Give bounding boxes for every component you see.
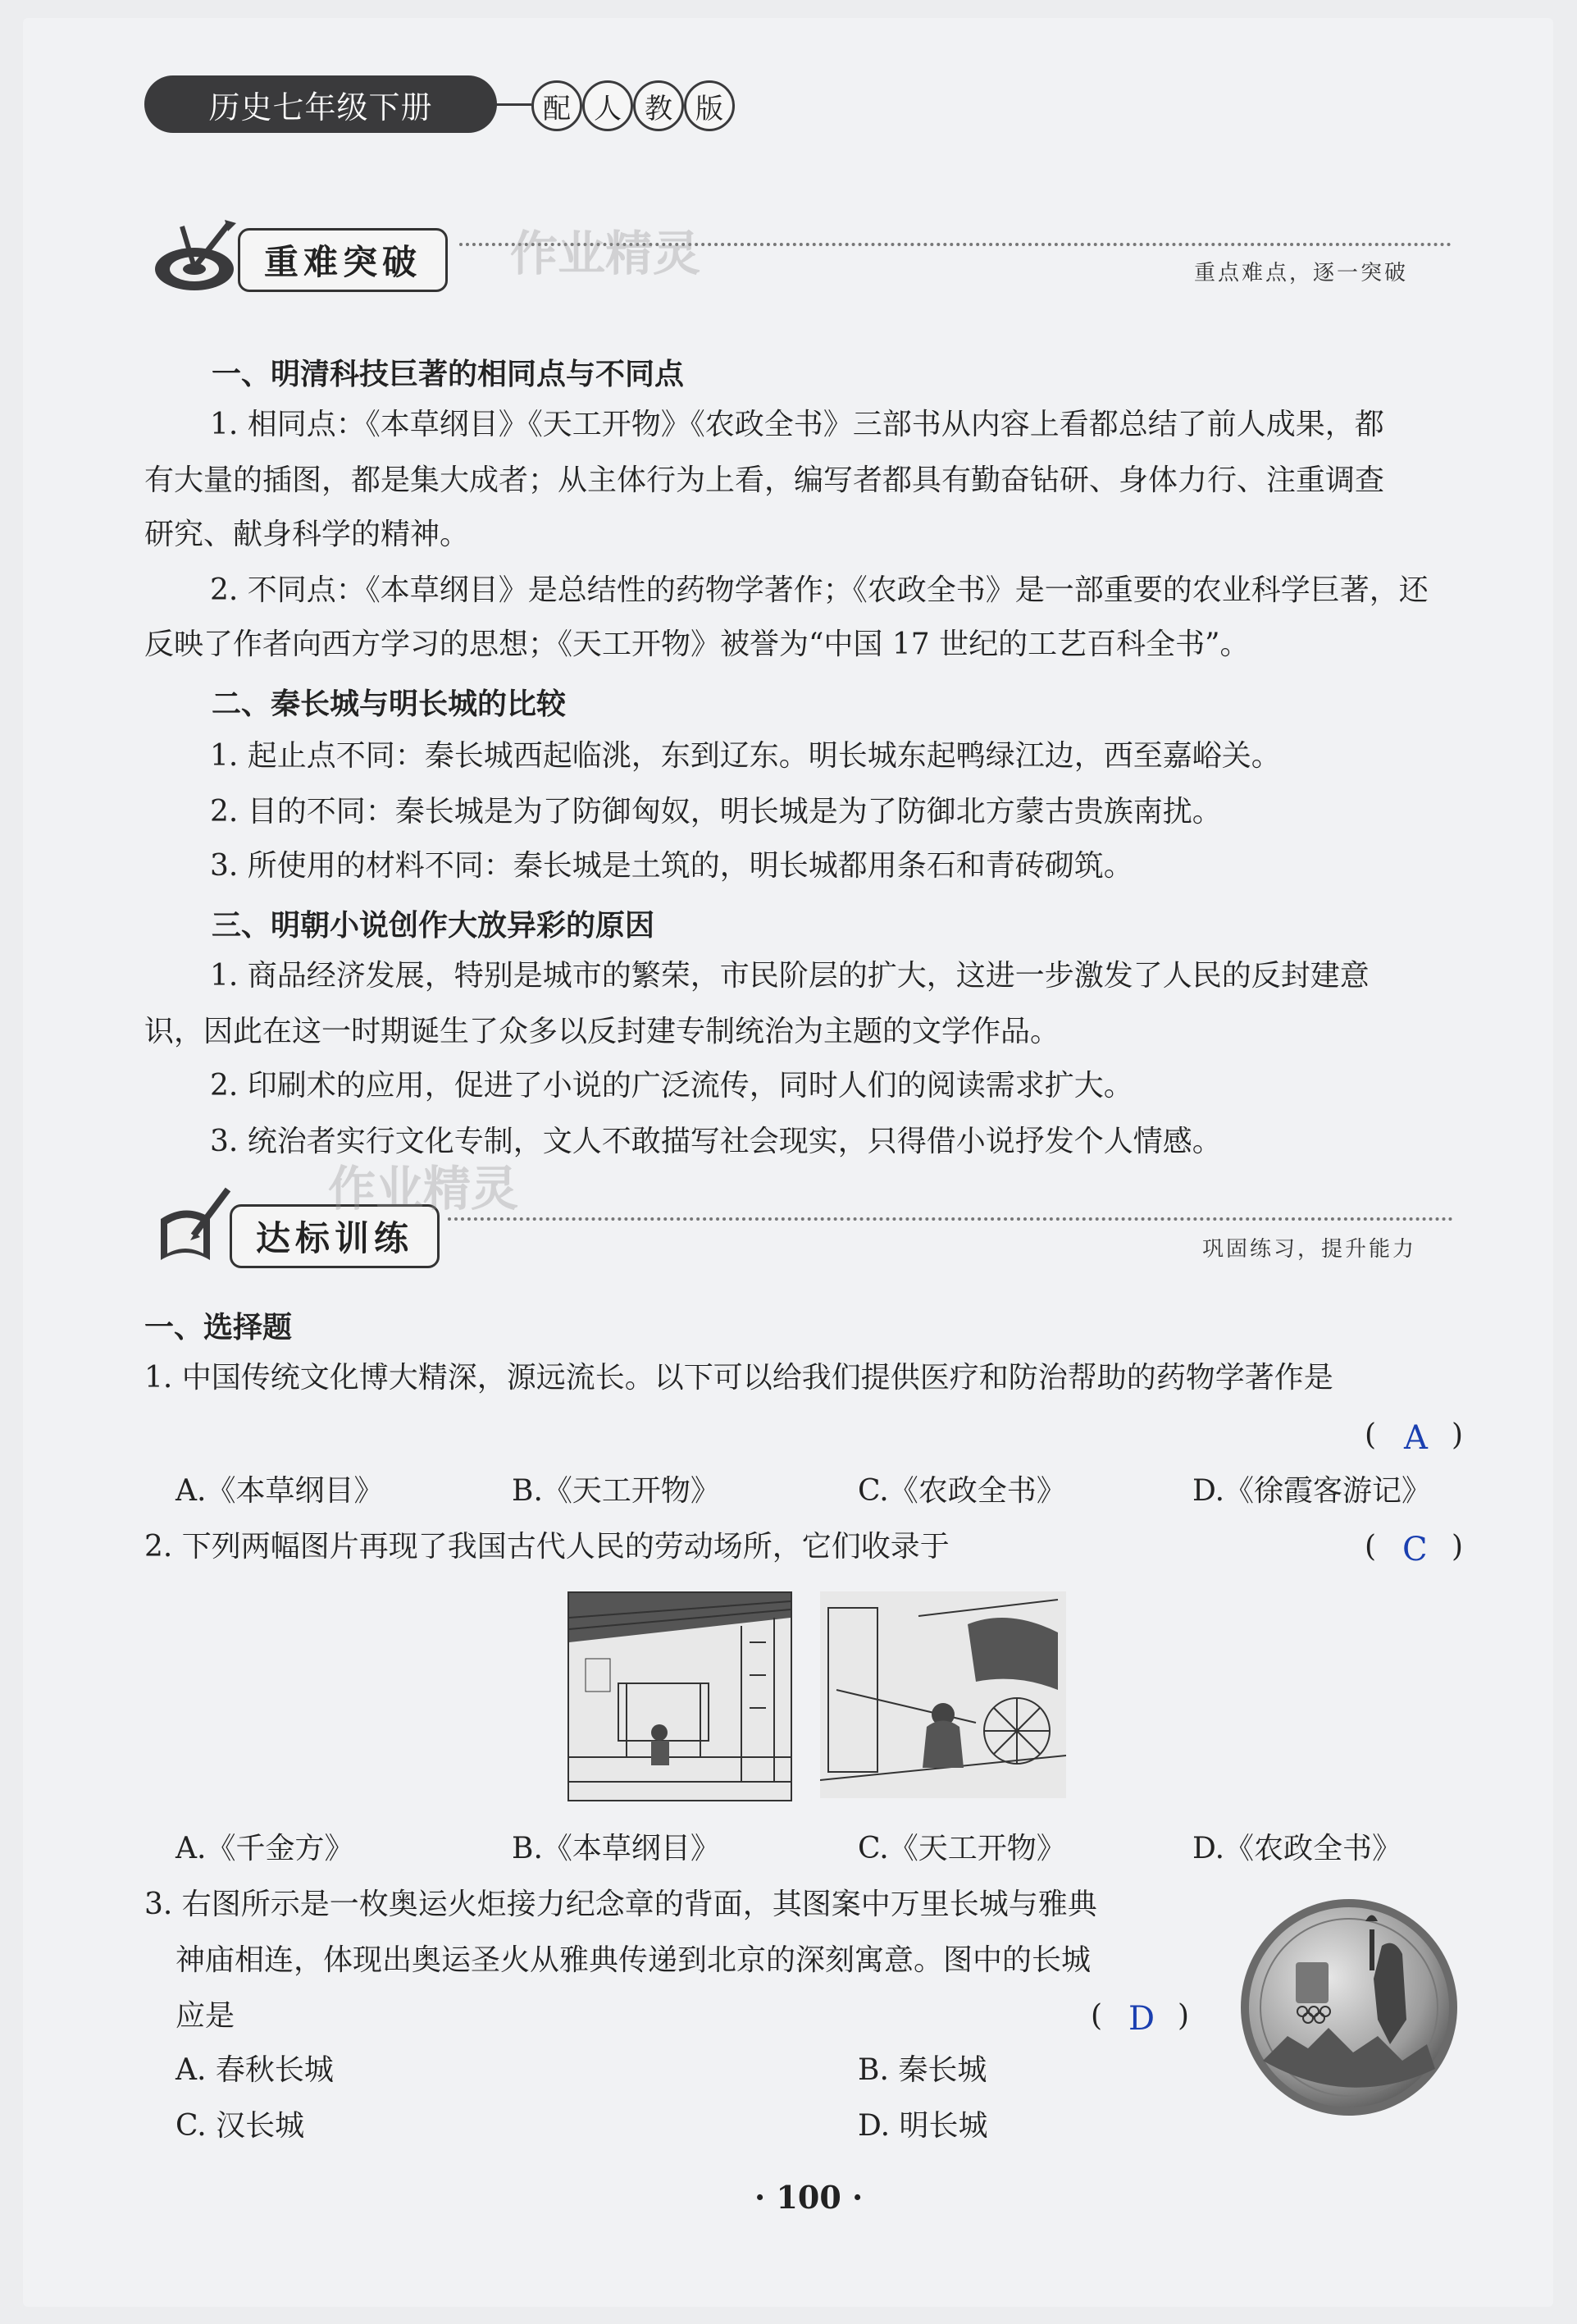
paragraph-line: 2. 不同点：《本草纲目》是总结性的药物学著作；《农政全书》是一部重要的农业科学巨著，还 <box>210 573 1429 607</box>
section-banner-zhongnan: 重难突破 <box>238 228 448 292</box>
question-3-answer: D <box>1128 2000 1155 2038</box>
paragraph-line: 1. 相同点：《本草纲目》《天工开物》《农政全书》三部书从内容上看都总结了前人成果，都 <box>210 408 1384 441</box>
badge-ren: 人 <box>582 80 633 131</box>
question-3-stem: 3. 右图所示是一枚奥运火炬接力纪念章的背面，其图案中万里长城与雅典 <box>144 1888 1097 1921</box>
paragraph-line: 识，因此在这一时期诞生了众多以反封建专制统治为主题的文学作品。 <box>144 1015 1060 1048</box>
answer-paren: ( <box>1365 1418 1377 1452</box>
question-1-answer: A <box>1404 1419 1428 1457</box>
answer-paren: ) <box>1452 1418 1464 1452</box>
paragraph-line: 反映了作者向西方学习的思想；《天工开物》被誉为“中国 17 世纪的工艺百科全书”。 <box>144 628 1250 661</box>
part-heading: 一、选择题 <box>144 1311 293 1345</box>
watermark: 作业精灵 <box>328 1161 519 1217</box>
illustration-spinning-wheel <box>820 1591 1066 1798</box>
section2-subtitle: 巩固练习，提升能力 <box>1202 1237 1417 1262</box>
q1-option-d: D.《徐霞客游记》 <box>1192 1474 1432 1508</box>
q1-option-c: C.《农政全书》 <box>858 1474 1066 1508</box>
question-1-stem: 1. 中国传统文化博大精深，源远流长。以下可以给我们提供医疗和防治帮助的药物学著作是 <box>144 1361 1333 1395</box>
q2-option-c: C.《天工开物》 <box>858 1832 1066 1865</box>
q3-option-d: D. 明长城 <box>858 2109 988 2143</box>
banner-icon-1 <box>149 220 239 295</box>
paragraph-line: 1. 起止点不同：秦长城西起临洮，东到辽东。明长城东起鸭绿江边，西至嘉峪关。 <box>210 739 1281 773</box>
q2-option-d: D.《农政全书》 <box>1192 1832 1402 1865</box>
section-banner-dabiao: 达标训练 <box>230 1204 440 1268</box>
badge-pei: 配 <box>531 80 582 131</box>
watermark: 作业精灵 <box>510 226 701 281</box>
header-title: 历史七年级下册 <box>144 75 497 133</box>
question-3-stem: 神庙相连，体现出奥运圣火从雅典传递到北京的深刻寓意。图中的长城 <box>175 1943 1092 1977</box>
question-3-stem: 应是 <box>175 1999 235 2033</box>
illustration-loom-workshop <box>567 1591 792 1801</box>
q3-option-b: B. 秦长城 <box>858 2053 987 2087</box>
q3-option-c: C. 汉长城 <box>175 2109 305 2143</box>
badge-jiao: 教 <box>633 80 684 131</box>
paragraph-line: 3. 所使用的材料不同：秦长城是土筑的，明长城都用条石和青砖砌筑。 <box>210 849 1133 883</box>
answer-paren: ) <box>1178 1999 1190 2033</box>
section2-divider <box>448 1217 1453 1221</box>
banner-icon-2 <box>153 1186 235 1265</box>
q3-option-a: A. 春秋长城 <box>175 2053 334 2087</box>
paragraph-line: 研究、献身科学的精神。 <box>144 518 470 551</box>
paragraph-line: 2. 目的不同：秦长城是为了防御匈奴，明长城是为了防御北方蒙古贵族南扰。 <box>210 795 1222 829</box>
heading-2: 二、秦长城与明长城的比较 <box>212 687 567 721</box>
section1-subtitle: 重点难点，逐一突破 <box>1194 261 1409 285</box>
olympic-torch-medal-image <box>1238 1897 1460 2118</box>
answer-paren: ( <box>1091 1999 1103 2033</box>
q1-option-b: B.《天工开物》 <box>512 1474 720 1508</box>
paragraph-line: 1. 商品经济发展，特别是城市的繁荣，市民阶层的扩大，这进一步激发了人民的反封建意 <box>210 959 1370 993</box>
q1-option-a: A.《本草纲目》 <box>175 1474 384 1508</box>
paragraph-line: 3. 统治者实行文化专制，文人不敢描写社会现实，只得借小说抒发个人情感。 <box>210 1125 1222 1158</box>
question-2-answer: C <box>1402 1531 1428 1568</box>
heading-1: 一、明清科技巨著的相同点与不同点 <box>212 358 685 391</box>
heading-3: 三、明朝小说创作大放异彩的原因 <box>212 909 655 943</box>
q2-option-a: A.《千金方》 <box>175 1832 354 1865</box>
paragraph-line: 2. 印刷术的应用，促进了小说的广泛流传，同时人们的阅读需求扩大。 <box>210 1069 1133 1103</box>
answer-paren: ) <box>1452 1530 1464 1564</box>
q2-option-b: B.《本草纲目》 <box>512 1832 720 1865</box>
header-connector <box>492 103 531 106</box>
question-2-stem: 2. 下列两幅图片再现了我国古代人民的劳动场所，它们收录于 <box>144 1530 950 1564</box>
page-number: · 100 · <box>754 2179 864 2216</box>
answer-paren: ( <box>1365 1530 1377 1564</box>
badge-ban: 版 <box>684 80 735 131</box>
paragraph-line: 有大量的插图，都是集大成者；从主体行为上看，编写者都具有勤奋钻研、身体力行、注重调查 <box>144 463 1385 497</box>
